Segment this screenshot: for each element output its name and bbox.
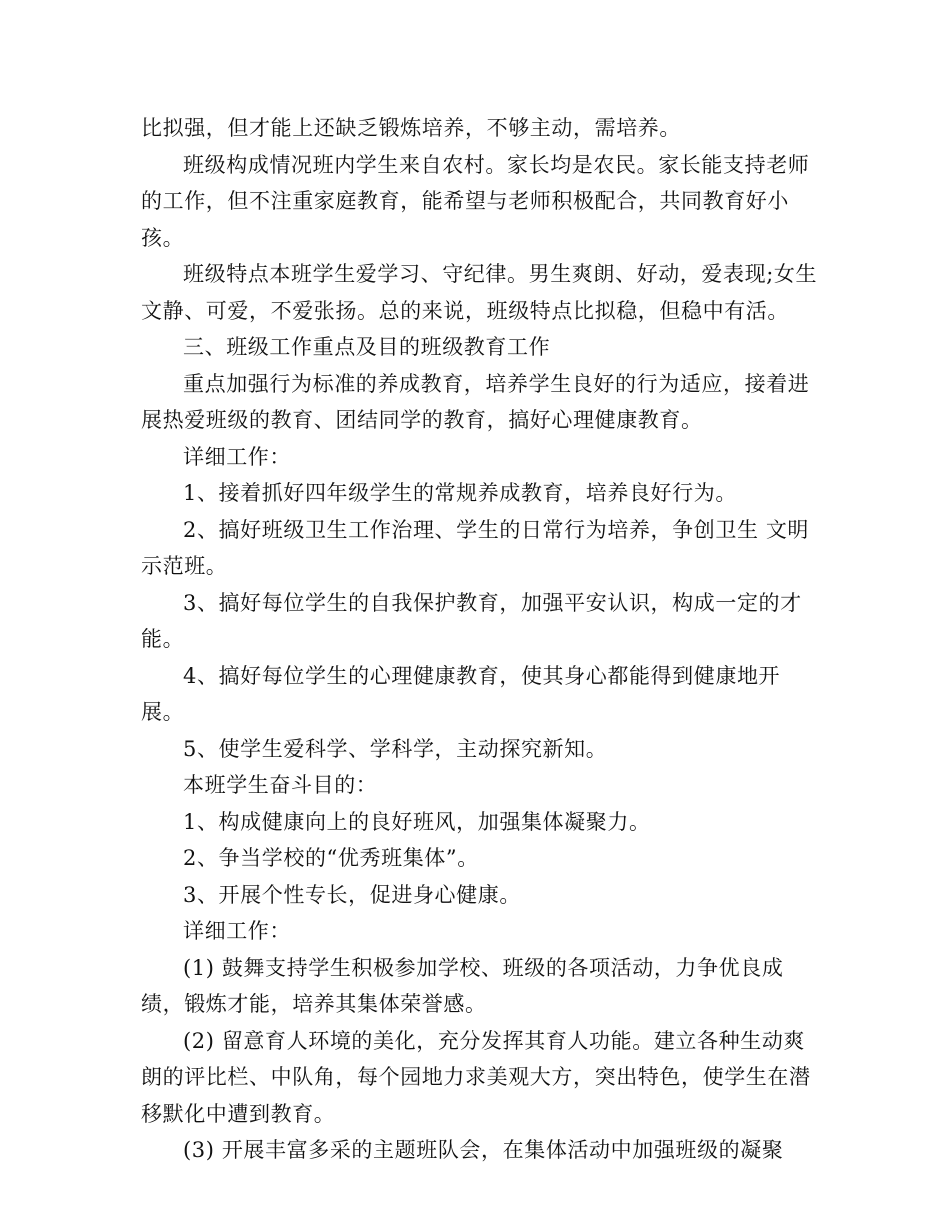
section-heading-3: 三、班级工作重点及目的班级教育工作: [183, 335, 551, 359]
list-item-3: 3、搞好每位学生的自我保护教育，加强平安认识，构成一定的才能。: [141, 590, 802, 651]
subheading-detailed-work: 详细工作：: [183, 444, 291, 469]
work-item-1: (1) 鼓舞支持学生积极参加学校、班级的各项活动，力争优良成绩，锻炼才能，培养其集体荣誉感。: [141, 955, 784, 1016]
goal-item-1: 1、构成健康向上的良好班风，加强集体凝聚力。: [183, 809, 651, 834]
list-item-5: 5、使学生爱科学、学科学，主动探究新知。: [183, 736, 608, 761]
goal-item-3: 3、开展个性专长，促进身心健康。: [183, 882, 521, 907]
paragraph-class-composition: 班级构成情况班内学生来自农村。家长均是农民。家长能支持老师的工作，但不注重家庭教育，能希望与老师积极配合，共同教育好小孩。: [141, 152, 810, 250]
paragraph-continued: 比拟强，但才能上还缺乏锻炼培养，不够主动，需培养。: [141, 116, 681, 140]
subheading-detailed-work-2: 详细工作：: [183, 919, 291, 943]
subheading-goals: 本班学生奋斗目的：: [183, 773, 378, 797]
work-item-2: (2) 留意育人环境的美化，充分发挥其育人功能。建立各种生动爽朗的评比栏、中队角，每个园地力求美观大方，突出特色，使学生在潜移默化中遭到教育。: [141, 1028, 811, 1126]
goal-item-2: 2、争当学校的“优秀班集体”。: [183, 846, 479, 870]
list-item-1: 1、接着抓好四年级学生的常规养成教育，培养良好行为。: [183, 481, 737, 505]
paragraph-focus: 重点加强行为标准的养成教育，培养学生良好的行为适应，接着进展热爱班级的教育、团结同学的教育，搞好心理健康教育。: [141, 371, 810, 432]
paragraph-class-features: 班级特点本班学生爱学习、守纪律。男生爽朗、好动，爱表现;女生文静、可爱，不爱张扬。总的来说，班级特点比拟稳，但稳中有活。: [141, 262, 818, 323]
document-body: [141, 110, 821, 1169]
work-item-3: (3) 开展丰富多采的主题班队会，在集体活动中加强班级的凝聚: [183, 1138, 784, 1162]
list-item-4: 4、搞好每位学生的心理健康教育，使其身心都能得到健康地开展。: [141, 663, 781, 724]
list-item-2: 2、搞好班级卫生工作治理、学生的日常行为培养，争创卫生 文明示范班。: [141, 517, 810, 578]
